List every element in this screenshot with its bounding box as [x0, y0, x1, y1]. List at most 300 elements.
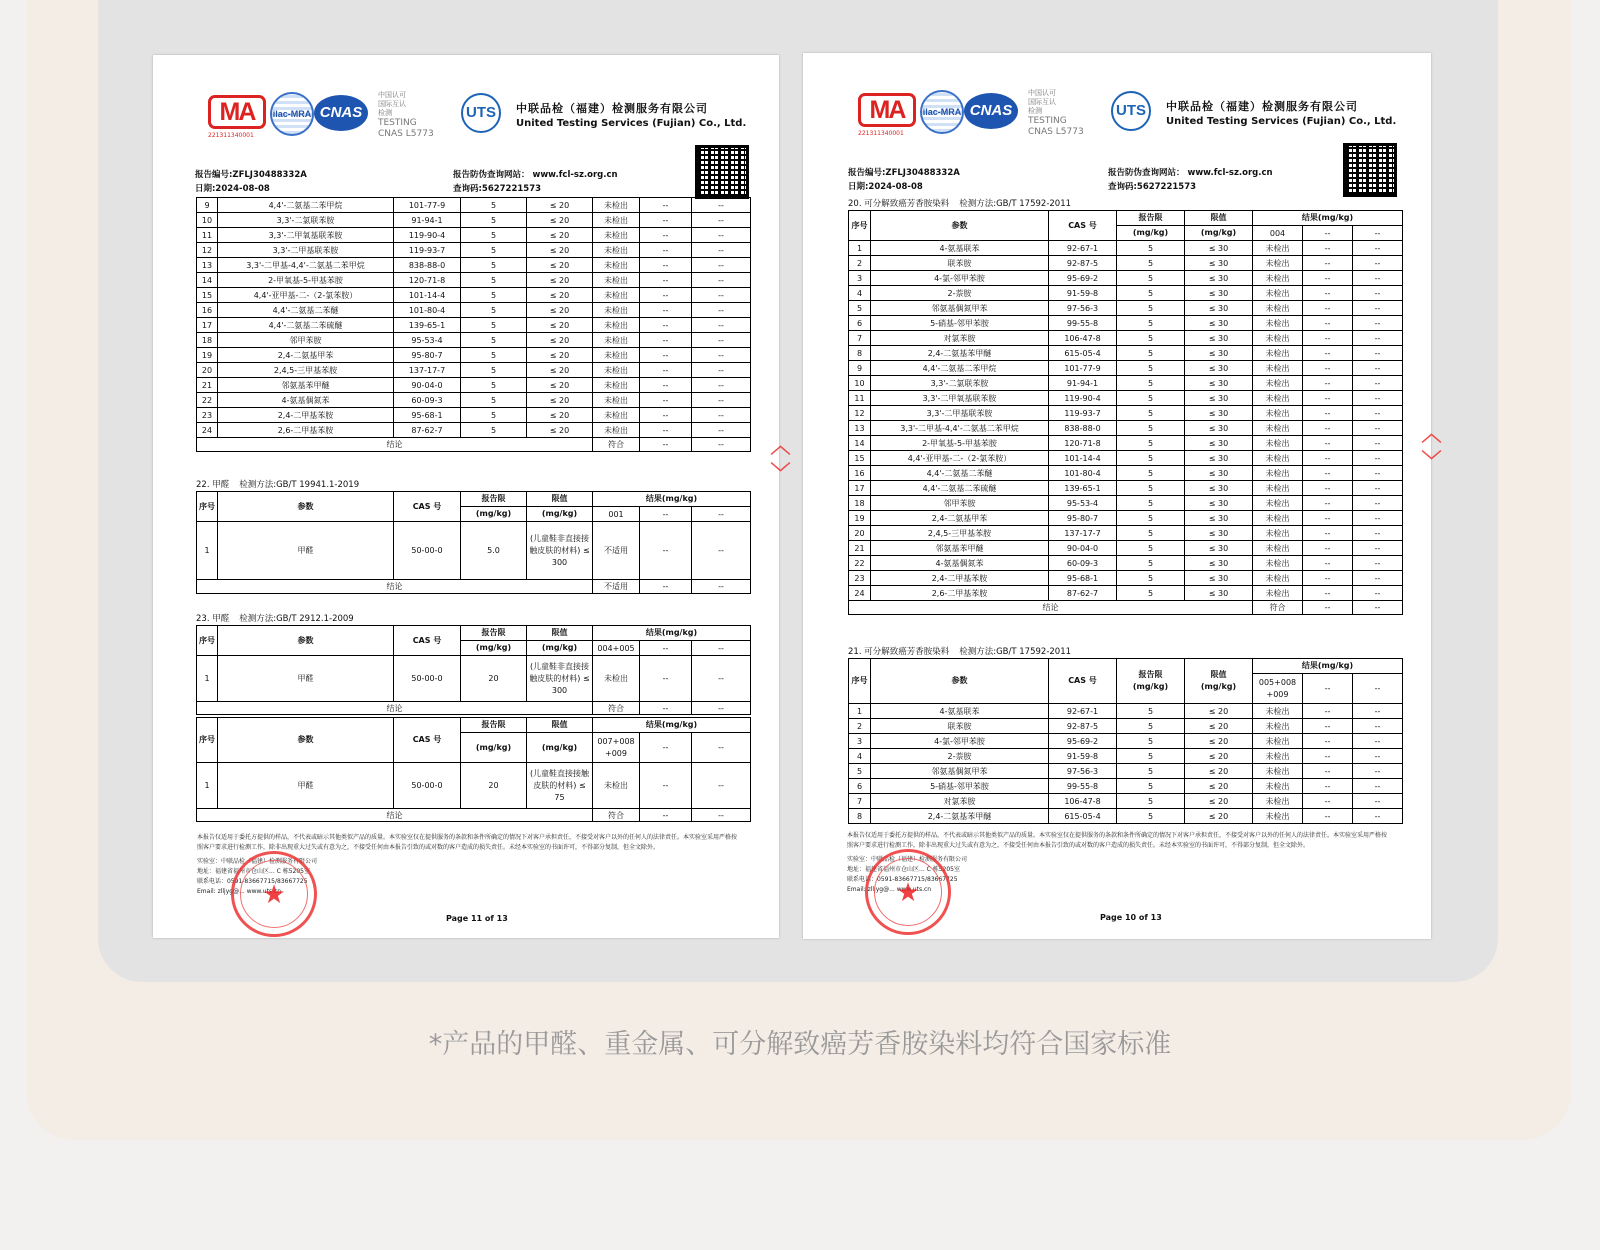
- table-cell: 14: [197, 273, 218, 288]
- table-row: [849, 376, 1403, 391]
- table-cell: 95-80-7: [1049, 511, 1117, 526]
- table-cell: 101-14-4: [394, 288, 461, 303]
- table-cell: ≤ 20: [1185, 719, 1253, 734]
- section-23-title: 23. 甲醛 检测方法:GB/T 2912.1-2009: [196, 614, 354, 624]
- table-cell: 7: [849, 794, 871, 809]
- table-cell: 2,4-二甲基苯胺: [871, 571, 1049, 586]
- table-cell: 2-萘胺: [871, 749, 1049, 764]
- table-cell: 21: [197, 378, 218, 393]
- table-cell: --: [640, 393, 692, 408]
- table-cell: 5: [1117, 256, 1185, 271]
- table-cell: --: [1353, 541, 1403, 556]
- qr-code-icon: [695, 145, 749, 199]
- table-cell: 2: [849, 719, 871, 734]
- table-cell: 91-94-1: [1049, 376, 1117, 391]
- table-cell: --: [692, 423, 751, 438]
- table-cell: --: [1303, 376, 1353, 391]
- table-cell: 95-53-4: [394, 333, 461, 348]
- table-cell: 2,4-二甲基苯胺: [218, 408, 394, 423]
- table-cell: 9: [849, 361, 871, 376]
- table-cell: 6: [849, 779, 871, 794]
- table-cell: 未检出: [593, 273, 640, 288]
- amine-table-20: 序号 参数 CAS 号 报告限 限值 结果(mg/kg) (mg/kg) (mg/kg) 004 -- -- 1 4-氨基联苯 92-67-1 5 ≤ 30 未检出 -- -- 2 联苯胺 92-87-5 5 ≤ 30 未检出 -- -- 3 4-氯-邻甲苯胺 95-69-2 5 ≤ 30 未检出 -- -- 4 2-萘胺 91-59-8 5 ≤ 30 未检出 -- -- 5 邻氨基偶氮甲苯 97-56-3 5 ≤ 30 未检出 -- -- 6 5-硝基-邻甲苯胺 99-55-8 5 ≤ 30 未检出 -- -- 7 对氯苯胺 106-47-8 5 ≤ 30 未检出 -- -- 8 2,4-二氨基苯甲醚 615-05-4 5 ≤ 30 未检出 -- -- 9 4,4'-二氨基二苯甲烷 101-77-9 5 ≤ 30 未检出 -- -- 10 3,3'-二氯联苯胺 91-94-1 5 ≤ 30 未检出 -- -- 11 3,3'-二甲氧基联苯胺 119-90-4 5 ≤ 30 未检出 -- -- 12 3,3'-二甲基联苯胺 119-93-7 5 ≤ 30 未检出 -- -- 13 3,3'-二甲基-4,4'-二氨基二苯甲烷 838-88-0 5 ≤ 30 未检出 -- -- 14 2-甲氧基-5-甲基苯胺 120-71-8 5 ≤ 30 未检出 -- -- 15 4,4'-亚甲基-二-（2-氯苯胺） 101-14-4 5 ≤ 30 未检出 -- -- 16 4,4'-二氨基二苯醚 101-80-4 5 ≤ 30 未检出 -- -- 17 4,4'-二氨基二苯硫醚 139-65-1 5 ≤ 30 未检出 -- -- 18 邻甲苯胺 95-53-4 5 ≤ 30 未检出 -- -- 19 2,4-二氨基甲苯 95-80-7 5 ≤ 30 未检出 -- -- 20 2,4,5-三甲基苯胺 137-17-7 5 ≤ 30 未检出 -- -- 21 邻氨基苯甲醚 90-04-0 5 ≤ 30 未检出 -- -- 22 4-氨基偶氮苯 60-09-3 5 ≤ 30 未检出 -- -- 23 2,4-二甲基苯胺 95-68-1 5 ≤ 30 未检出 -- -- 24 2,6-二甲基苯胺 87-62-7 5 ≤ 30 未检出 -- -- 结论 符合 -- --: [848, 210, 1403, 615]
- table-cell: 未检出: [1253, 794, 1303, 809]
- table-cell: 未检出: [593, 348, 640, 363]
- table-row: [197, 303, 751, 318]
- amine-table-continued: [196, 197, 751, 452]
- caption: *产品的甲醛、重金属、可分解致癌芳香胺染料均符合国家标准: [428, 1029, 1172, 1060]
- table-cell: 838-88-0: [394, 258, 461, 273]
- table-cell: 119-93-7: [394, 243, 461, 258]
- table-cell: 87-62-7: [394, 423, 461, 438]
- table-cell: 10: [849, 376, 871, 391]
- table-row: [849, 406, 1403, 421]
- table-cell: --: [692, 438, 751, 452]
- company-name-en: United Testing Services (Fujian) Co., Ltd.: [516, 118, 747, 129]
- table-cell: 未检出: [593, 378, 640, 393]
- table-cell: 16: [849, 466, 871, 481]
- table-cell: 5: [1117, 704, 1185, 719]
- table-cell: --: [640, 273, 692, 288]
- table-cell: 邻氨基偶氮甲苯: [871, 764, 1049, 779]
- table-cell: 3,3'-二氯联苯胺: [218, 213, 394, 228]
- table-cell: 5: [1117, 376, 1185, 391]
- table-cell: 91-59-8: [1049, 286, 1117, 301]
- table-cell: 5: [1117, 749, 1185, 764]
- table-cell: 4-氯-邻甲苯胺: [871, 734, 1049, 749]
- table-cell: --: [640, 348, 692, 363]
- table-cell: --: [1303, 586, 1353, 601]
- table-row: [197, 363, 751, 378]
- table-cell: --: [1353, 809, 1403, 824]
- table-cell: 未检出: [1253, 271, 1303, 286]
- table-cell: 未检出: [1253, 361, 1303, 376]
- table-cell: 5: [1117, 571, 1185, 586]
- table-cell: 符合: [593, 438, 640, 452]
- query-code: 查询码:5627221573: [1108, 182, 1197, 192]
- table-cell: 20: [197, 363, 218, 378]
- table-row: [849, 704, 1403, 719]
- table-cell: --: [1303, 571, 1353, 586]
- table-row: [849, 421, 1403, 436]
- table-cell: 邻氨基苯甲醚: [218, 378, 394, 393]
- table-cell: ≤ 20: [527, 198, 593, 213]
- table-cell: --: [640, 243, 692, 258]
- table-cell: 11: [849, 391, 871, 406]
- table-cell: 未检出: [593, 258, 640, 273]
- table-cell: 92-67-1: [1049, 241, 1117, 256]
- table-cell: --: [692, 243, 751, 258]
- table-cell: 未检出: [593, 198, 640, 213]
- table-cell: 92-87-5: [1049, 256, 1117, 271]
- table-cell: 5: [461, 243, 527, 258]
- table-cell: 未检出: [1253, 451, 1303, 466]
- table-cell: --: [692, 348, 751, 363]
- table-cell: 5: [461, 288, 527, 303]
- table-cell: --: [1303, 526, 1353, 541]
- table-cell: 未检出: [1253, 331, 1303, 346]
- table-cell: 结论: [849, 601, 1253, 615]
- table-cell: --: [1353, 601, 1403, 615]
- table-cell: --: [1353, 526, 1403, 541]
- table-cell: ≤ 30: [1185, 301, 1253, 316]
- table-cell: 邻氨基偶氮甲苯: [871, 301, 1049, 316]
- table-row: [849, 481, 1403, 496]
- table-cell: ≤ 20: [527, 333, 593, 348]
- company-name-en: United Testing Services (Fujian) Co., Ltd.: [1166, 116, 1397, 127]
- table-row: 1 甲醛 50-00-0 20 (儿童鞋直接接触皮肤的材料) ≤ 75 未检出 -- --: [197, 763, 751, 809]
- table-cell: --: [640, 408, 692, 423]
- table-row: [849, 241, 1403, 256]
- table-cell: 95-80-7: [394, 348, 461, 363]
- table-cell: 5: [461, 348, 527, 363]
- table-cell: 17: [197, 318, 218, 333]
- table-cell: 60-09-3: [1049, 556, 1117, 571]
- table-cell: 未检出: [1253, 241, 1303, 256]
- table-cell: 未检出: [1253, 496, 1303, 511]
- table-cell: 90-04-0: [1049, 541, 1117, 556]
- query-code: 查询码:5627221573: [453, 184, 542, 194]
- table-cell: 5: [1117, 764, 1185, 779]
- table-cell: --: [1303, 719, 1353, 734]
- table-cell: --: [1353, 376, 1403, 391]
- table-cell: 5: [1117, 331, 1185, 346]
- table-cell: ≤ 20: [527, 258, 593, 273]
- cnas-caption: 中国认可 国际互认 检测 TESTING CNAS L5773: [378, 91, 434, 139]
- table-cell: 未检出: [1253, 586, 1303, 601]
- table-cell: 17: [849, 481, 871, 496]
- page-number: Page 11 of 13: [446, 914, 508, 923]
- table-cell: 5: [461, 333, 527, 348]
- table-cell: --: [1353, 271, 1403, 286]
- table-row: [849, 779, 1403, 794]
- table-cell: --: [692, 303, 751, 318]
- table-cell: --: [1353, 571, 1403, 586]
- table-cell: 未检出: [1253, 541, 1303, 556]
- table-cell: 9: [197, 198, 218, 213]
- table-cell: 5: [849, 764, 871, 779]
- table-cell: 3,3'-二氯联苯胺: [871, 376, 1049, 391]
- table-row: [849, 331, 1403, 346]
- table-cell: ≤ 30: [1185, 451, 1253, 466]
- table-cell: ≤ 20: [1185, 749, 1253, 764]
- table-row: [197, 408, 751, 423]
- table-cell: ≤ 30: [1185, 376, 1253, 391]
- table-row: [197, 228, 751, 243]
- table-cell: ≤ 20: [527, 378, 593, 393]
- table-cell: --: [1353, 496, 1403, 511]
- table-cell: --: [1353, 421, 1403, 436]
- table-cell: --: [1353, 794, 1403, 809]
- table-cell: 未检出: [1253, 406, 1303, 421]
- table-cell: ≤ 30: [1185, 421, 1253, 436]
- table-cell: 4-氨基联苯: [871, 704, 1049, 719]
- report-footer: 本报告仅适用于委托方提供的样品，不代表或暗示其他类似产品的质量。本实验室仅在提供服务的条款和条件所确定的情况下对客户承担责任，不接受对客户以外的任何人的法律责任。本实验室采用严格按照客户要求进行检测工作，除非出现重大过失或有意为之，不接受任何由本报告引致的或对数的客户造成的损失责任。未经本实验室的书面许可，不得部分复制，但全文除外。 实验室：中联品检（福建）检测服务有限公司 地址：福建省福州市仓山区... C 栋5205室 联系电话：0591-83667715/83667725 Email: zlljyg@... www.uts.cn: [847, 832, 1388, 893]
- table-cell: 2,4,5-三甲基苯胺: [871, 526, 1049, 541]
- cnas-caption: 中国认可 国际互认 检测 TESTING CNAS L5773: [1028, 89, 1084, 137]
- table-cell: 未检出: [1253, 764, 1303, 779]
- table-cell: 5: [849, 301, 871, 316]
- table-cell: ≤ 20: [527, 273, 593, 288]
- report-page-right: [803, 53, 1442, 939]
- table-cell: 未检出: [1253, 571, 1303, 586]
- table-cell: --: [640, 228, 692, 243]
- table-cell: ≤ 20: [527, 288, 593, 303]
- table-cell: 联苯胺: [871, 719, 1049, 734]
- table-row: [849, 794, 1403, 809]
- table-cell: 24: [849, 586, 871, 601]
- table-row: [197, 393, 751, 408]
- table-row: [849, 556, 1403, 571]
- table-cell: 5: [461, 228, 527, 243]
- table-cell: 5: [1117, 466, 1185, 481]
- table-cell: 5: [1117, 586, 1185, 601]
- table-cell: 未检出: [1253, 466, 1303, 481]
- table-cell: ≤ 30: [1185, 256, 1253, 271]
- table-cell: ≤ 20: [1185, 704, 1253, 719]
- table-cell: --: [1303, 391, 1353, 406]
- table-cell: --: [692, 318, 751, 333]
- table-cell: 91-94-1: [394, 213, 461, 228]
- seam-seal-mark: 〈 〉: [767, 435, 791, 482]
- table-cell: 未检出: [1253, 301, 1303, 316]
- table-cell: 1: [849, 241, 871, 256]
- table-cell: --: [1353, 451, 1403, 466]
- table-cell: 未检出: [593, 228, 640, 243]
- table-cell: --: [692, 408, 751, 423]
- table-cell: 未检出: [1253, 286, 1303, 301]
- uts-logo: UTS: [1111, 91, 1151, 131]
- table-cell: 2-甲氧基-5-甲基苯胺: [871, 436, 1049, 451]
- table-cell: 137-17-7: [394, 363, 461, 378]
- table-cell: ≤ 30: [1185, 316, 1253, 331]
- section-21-title: 21. 可分解致癌芳香胺染料 检测方法:GB/T 17592-2011: [848, 647, 1072, 657]
- table-row: [197, 423, 751, 438]
- table-cell: 12: [849, 406, 871, 421]
- table-cell: --: [1353, 331, 1403, 346]
- table-cell: --: [1353, 719, 1403, 734]
- table-cell: ≤ 20: [1185, 779, 1253, 794]
- table-cell: 18: [197, 333, 218, 348]
- table-cell: --: [1303, 764, 1353, 779]
- report-page-left: [153, 55, 791, 938]
- table-cell: 5: [1117, 271, 1185, 286]
- table-cell: 120-71-8: [394, 273, 461, 288]
- cnas-logo: CNAS: [964, 93, 1018, 129]
- table-cell: 5: [1117, 526, 1185, 541]
- table-cell: 99-55-8: [1049, 779, 1117, 794]
- table-row: [849, 391, 1403, 406]
- table-row: [849, 466, 1403, 481]
- table-row: [849, 316, 1403, 331]
- table-cell: --: [1353, 286, 1403, 301]
- table-cell: 19: [197, 348, 218, 363]
- table-cell: 未检出: [593, 288, 640, 303]
- table-cell: 2: [849, 256, 871, 271]
- table-cell: 99-55-8: [1049, 316, 1117, 331]
- table-cell: 90-04-0: [394, 378, 461, 393]
- table-cell: 95-53-4: [1049, 496, 1117, 511]
- table-cell: ≤ 30: [1185, 436, 1253, 451]
- table-cell: --: [1303, 779, 1353, 794]
- table-cell: 2,4-二氨基苯甲醚: [871, 809, 1049, 824]
- table-cell: 未检出: [1253, 749, 1303, 764]
- table-cell: ≤ 20: [527, 243, 593, 258]
- table-cell: 5: [1117, 809, 1185, 824]
- table-cell: --: [1303, 301, 1353, 316]
- table-cell: 5: [461, 318, 527, 333]
- table-cell: ≤ 20: [527, 348, 593, 363]
- table-cell: 101-14-4: [1049, 451, 1117, 466]
- table-cell: --: [1353, 361, 1403, 376]
- table-cell: 97-56-3: [1049, 301, 1117, 316]
- table-cell: ≤ 20: [527, 303, 593, 318]
- table-cell: 119-90-4: [394, 228, 461, 243]
- table-cell: --: [640, 333, 692, 348]
- table-cell: 120-71-8: [1049, 436, 1117, 451]
- table-cell: --: [1303, 481, 1353, 496]
- table-cell: 未检出: [1253, 526, 1303, 541]
- table-cell: 5: [1117, 779, 1185, 794]
- table-cell: 2,4-二氨基甲苯: [218, 348, 394, 363]
- table-cell: --: [1303, 466, 1353, 481]
- table-cell: --: [1303, 511, 1353, 526]
- table-cell: 5: [1117, 481, 1185, 496]
- table-row: [849, 271, 1403, 286]
- table-cell: 4,4'-二氨基二苯硫醚: [871, 481, 1049, 496]
- table-cell: 邻甲苯胺: [871, 496, 1049, 511]
- table-cell: 14: [849, 436, 871, 451]
- table-cell: --: [1303, 406, 1353, 421]
- table-cell: 5: [461, 273, 527, 288]
- table-cell: 5: [1117, 496, 1185, 511]
- table-cell: 91-59-8: [1049, 749, 1117, 764]
- table-cell: 87-62-7: [1049, 586, 1117, 601]
- table-cell: 4,4'-亚甲基-二-（2-氯苯胺）: [218, 288, 394, 303]
- table-cell: --: [1353, 704, 1403, 719]
- section-22-title: 22. 甲醛 检测方法:GB/T 19941.1-2019: [196, 480, 360, 490]
- company-name-cn: 中联品检（福建）检测服务有限公司: [1166, 100, 1358, 113]
- table-cell: 5: [461, 258, 527, 273]
- table-cell: --: [1353, 301, 1403, 316]
- table-row: 1 甲醛 50-00-0 20 (儿童鞋非直接接触皮肤的材料) ≤ 300 未检出 -- --: [197, 656, 751, 702]
- table-cell: 106-47-8: [1049, 794, 1117, 809]
- table-cell: 11: [197, 228, 218, 243]
- table-cell: ≤ 20: [527, 423, 593, 438]
- table-cell: --: [640, 303, 692, 318]
- table-cell: --: [1353, 481, 1403, 496]
- table-cell: 119-93-7: [1049, 406, 1117, 421]
- verify-site: 报告防伪查询网站： www.fcl-sz.org.cn: [453, 170, 618, 180]
- table-cell: 92-67-1: [1049, 704, 1117, 719]
- table-cell: 5: [461, 423, 527, 438]
- table-cell: 24: [197, 423, 218, 438]
- table-cell: --: [640, 213, 692, 228]
- table-cell: --: [1303, 346, 1353, 361]
- table-cell: --: [1303, 286, 1353, 301]
- table-cell: 未检出: [1253, 421, 1303, 436]
- table-cell: 符合: [1253, 601, 1303, 615]
- table-row: [849, 361, 1403, 376]
- table-row: [849, 719, 1403, 734]
- table-cell: 838-88-0: [1049, 421, 1117, 436]
- table-cell: --: [1303, 556, 1353, 571]
- table-cell: --: [692, 273, 751, 288]
- table-cell: 8: [849, 346, 871, 361]
- table-cell: 20: [849, 526, 871, 541]
- table-cell: 7: [849, 331, 871, 346]
- table-cell: --: [1353, 256, 1403, 271]
- table-cell: 3,3'-二甲氧基联苯胺: [218, 228, 394, 243]
- table-cell: 15: [197, 288, 218, 303]
- table-cell: 18: [849, 496, 871, 511]
- seam-seal-mark: 〈 〉: [1418, 423, 1442, 470]
- table-cell: --: [692, 378, 751, 393]
- table-cell: 23: [849, 571, 871, 586]
- table-cell: 对氯苯胺: [871, 794, 1049, 809]
- table-cell: 3,3'-二甲基联苯胺: [871, 406, 1049, 421]
- table-cell: 5: [1117, 794, 1185, 809]
- table-cell: 4,4'-二氨基二苯甲烷: [871, 361, 1049, 376]
- table-cell: --: [1303, 734, 1353, 749]
- table-cell: --: [1303, 704, 1353, 719]
- table-cell: --: [1303, 271, 1353, 286]
- table-cell: --: [640, 258, 692, 273]
- table-cell: 3,3'-二甲基-4,4'-二氨基二苯甲烷: [218, 258, 394, 273]
- amine-table-21: 序号 参数 CAS 号 报告限 (mg/kg) 限值 (mg/kg) 结果(mg/kg) 005+008 +009 -- -- 1 4-氨基联苯 92-67-1 5 ≤ 20 未检出 -- -- 2 联苯胺 92-87-5 5 ≤ 20 未检出 -- -- 3 4-氯-邻甲苯胺 95-69-2 5 ≤ 20 未检出 -- -- 4 2-萘胺 91-59-8 5 ≤ 20 未检出 -- -- 5 邻氨基偶氮甲苯 97-56-3 5 ≤ 20 未检出 -- -- 6 5-硝基-邻甲苯胺 99-55-8 5 ≤ 20 未检出 -- -- 7 对氯苯胺 106-47-8 5 ≤ 20 未检出 -- -- 8 2,4-二氨基苯甲醚 615-05-4 5 ≤ 20 未检出 -- --: [848, 658, 1403, 824]
- table-row: [197, 213, 751, 228]
- table-cell: ≤ 30: [1185, 406, 1253, 421]
- table-cell: 联苯胺: [871, 256, 1049, 271]
- table-row: [849, 541, 1403, 556]
- official-seal: ★: [231, 851, 317, 937]
- table-cell: 5: [461, 408, 527, 423]
- table-cell: --: [1353, 316, 1403, 331]
- table-cell: --: [1303, 316, 1353, 331]
- table-row: [849, 256, 1403, 271]
- table-cell: ≤ 30: [1185, 271, 1253, 286]
- table-cell: 137-17-7: [1049, 526, 1117, 541]
- table-cell: --: [640, 423, 692, 438]
- table-cell: ≤ 30: [1185, 511, 1253, 526]
- table-cell: ≤ 20: [527, 213, 593, 228]
- table-cell: 4-氨基偶氮苯: [871, 556, 1049, 571]
- table-cell: --: [640, 318, 692, 333]
- table-cell: --: [1303, 451, 1353, 466]
- table-cell: --: [640, 288, 692, 303]
- verify-site: 报告防伪查询网站： www.fcl-sz.org.cn: [1108, 168, 1273, 178]
- table-cell: 60-09-3: [394, 393, 461, 408]
- table-cell: 97-56-3: [1049, 764, 1117, 779]
- table-cell: 未检出: [1253, 346, 1303, 361]
- table-cell: --: [692, 363, 751, 378]
- report-number: 报告编号:ZFLJ30488332A: [195, 170, 307, 180]
- table-cell: 未检出: [1253, 391, 1303, 406]
- table-cell: 未检出: [1253, 779, 1303, 794]
- table-cell: 未检出: [1253, 256, 1303, 271]
- table-cell: 未检出: [593, 408, 640, 423]
- conclusion-row: [197, 438, 751, 452]
- table-cell: 101-77-9: [394, 198, 461, 213]
- table-cell: --: [640, 363, 692, 378]
- table-cell: 5: [1117, 301, 1185, 316]
- table-cell: --: [1353, 241, 1403, 256]
- table-cell: 16: [197, 303, 218, 318]
- table-cell: ≤ 30: [1185, 496, 1253, 511]
- conclusion-row: 结论 符合 -- --: [197, 809, 751, 822]
- conclusion-row: 结论 不适用 -- --: [197, 580, 751, 594]
- table-cell: 3,3'-二甲基-4,4'-二氨基二苯甲烷: [871, 421, 1049, 436]
